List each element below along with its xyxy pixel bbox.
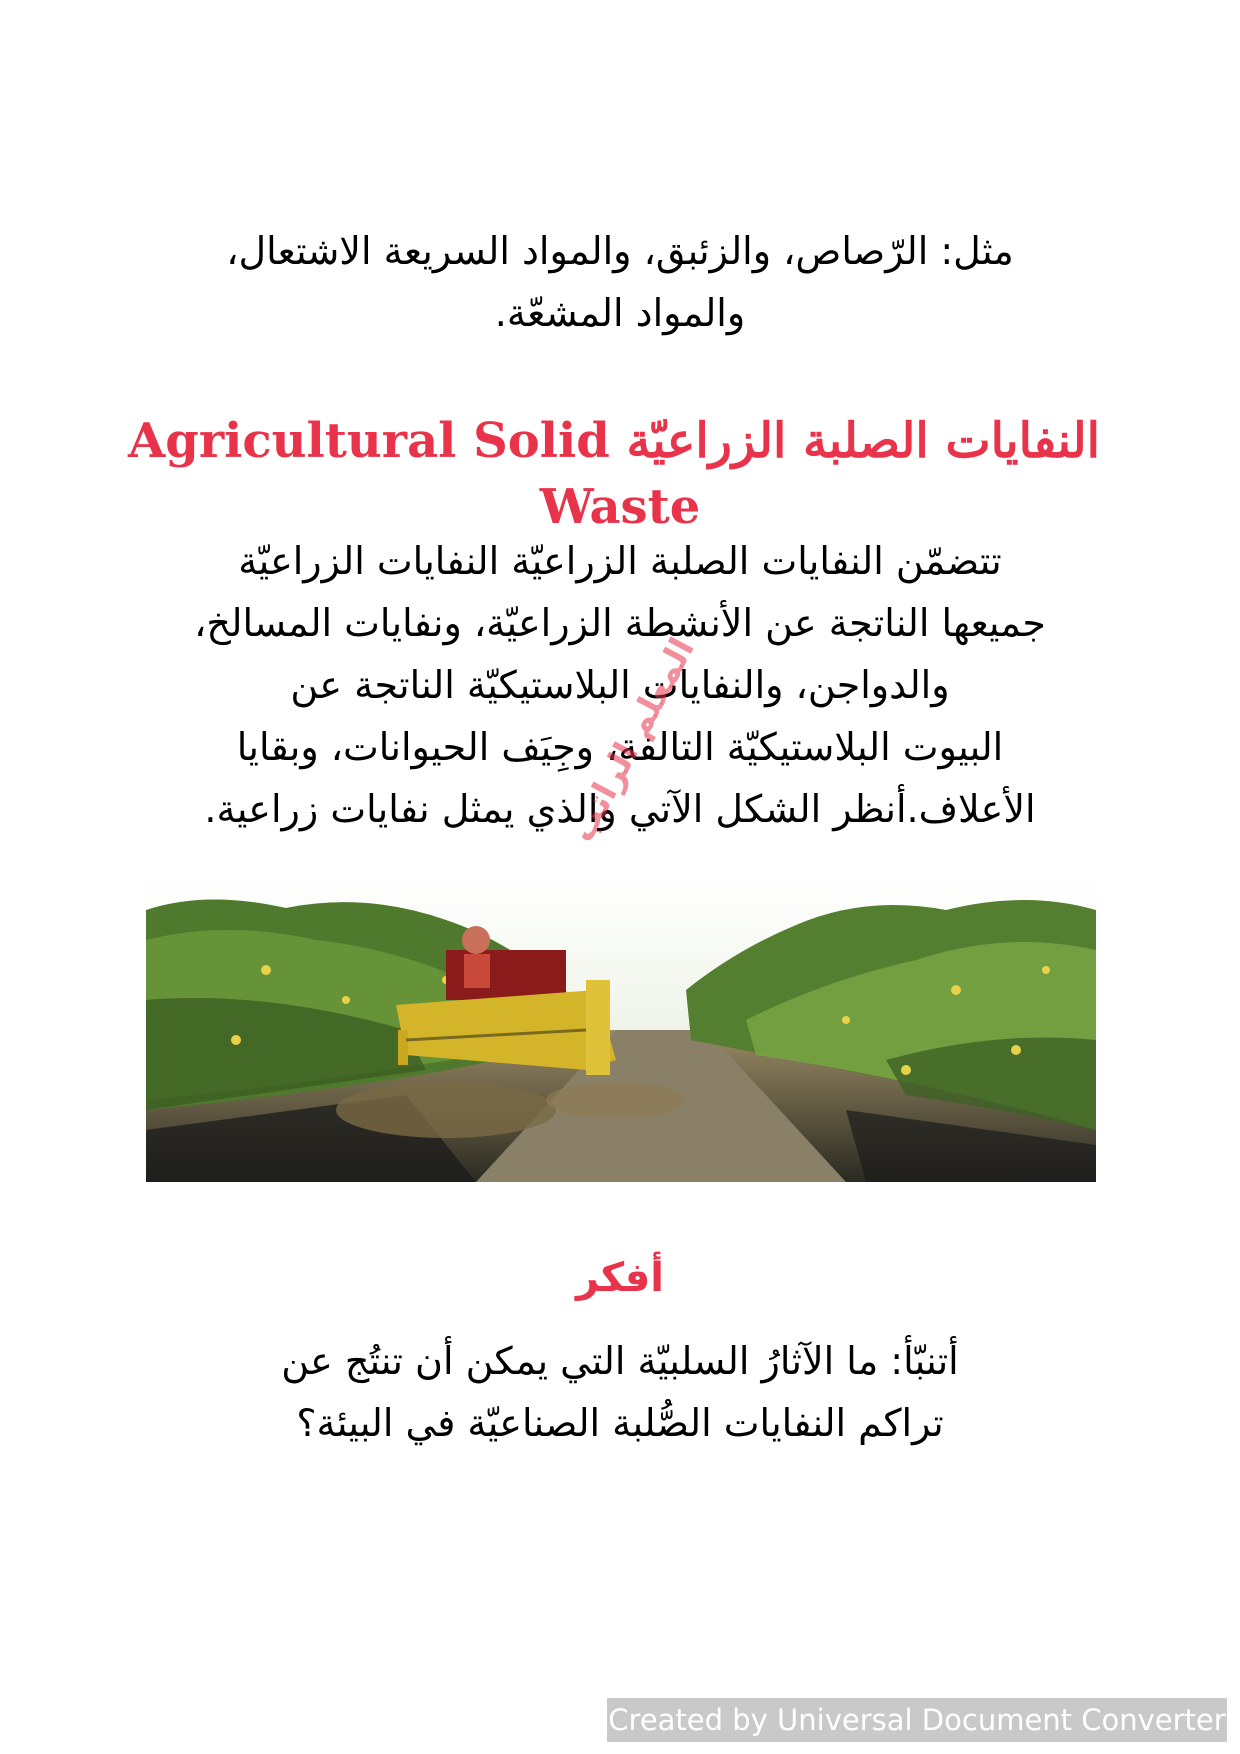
intro-line-1: مثل: الرّصاص، والزئبق، والمواد السريعة الاشتعال،: [226, 229, 1014, 273]
field-mulcher-illustration: [146, 880, 1096, 1182]
heading-line-2: Waste: [539, 479, 701, 535]
body-line-1: تتضمّن النفايات الصلبة الزراعيّة النفايات الزراعيّة: [238, 539, 1002, 583]
think-question: [140, 1330, 1100, 1454]
question-line-1: أتنبّأ: ما الآثارُ السلبيّة التي يمكن أن تنتُج عن: [281, 1339, 959, 1383]
body-line-4: البيوت البلاستيكيّة التالفة، وجِيَف الحيوانات، وبقايا: [236, 725, 1004, 769]
body-line-2: جميعها الناتجة عن الأنشطة الزراعيّة، ونفايات المسالخ،: [194, 601, 1046, 645]
intro-paragraph: [140, 220, 1100, 344]
body-line-3: والدواجن، والنفايات البلاستيكيّة الناتجة عن: [290, 663, 950, 707]
body-line-5: الأعلاف.أنظر الشكل الآتي والذي يمثل نفايات زراعية.: [204, 787, 1036, 831]
intro-line-2: والمواد المشعّة.: [494, 291, 746, 335]
question-line-2: تراكم النفايات الصُّلبة الصناعيّة في البيئة؟: [296, 1401, 944, 1445]
watermark-text: المعلم الراتب: [561, 631, 703, 849]
section-heading: [128, 408, 1100, 540]
heading-line-1: النفايات الصلبة الزراعيّة Agricultural Solid: [128, 413, 1100, 469]
agricultural-waste-photo: [146, 880, 1096, 1182]
converter-footer-banner: Created by Universal Document Converter: [607, 1698, 1227, 1742]
think-title: أفكر: [575, 1255, 665, 1301]
